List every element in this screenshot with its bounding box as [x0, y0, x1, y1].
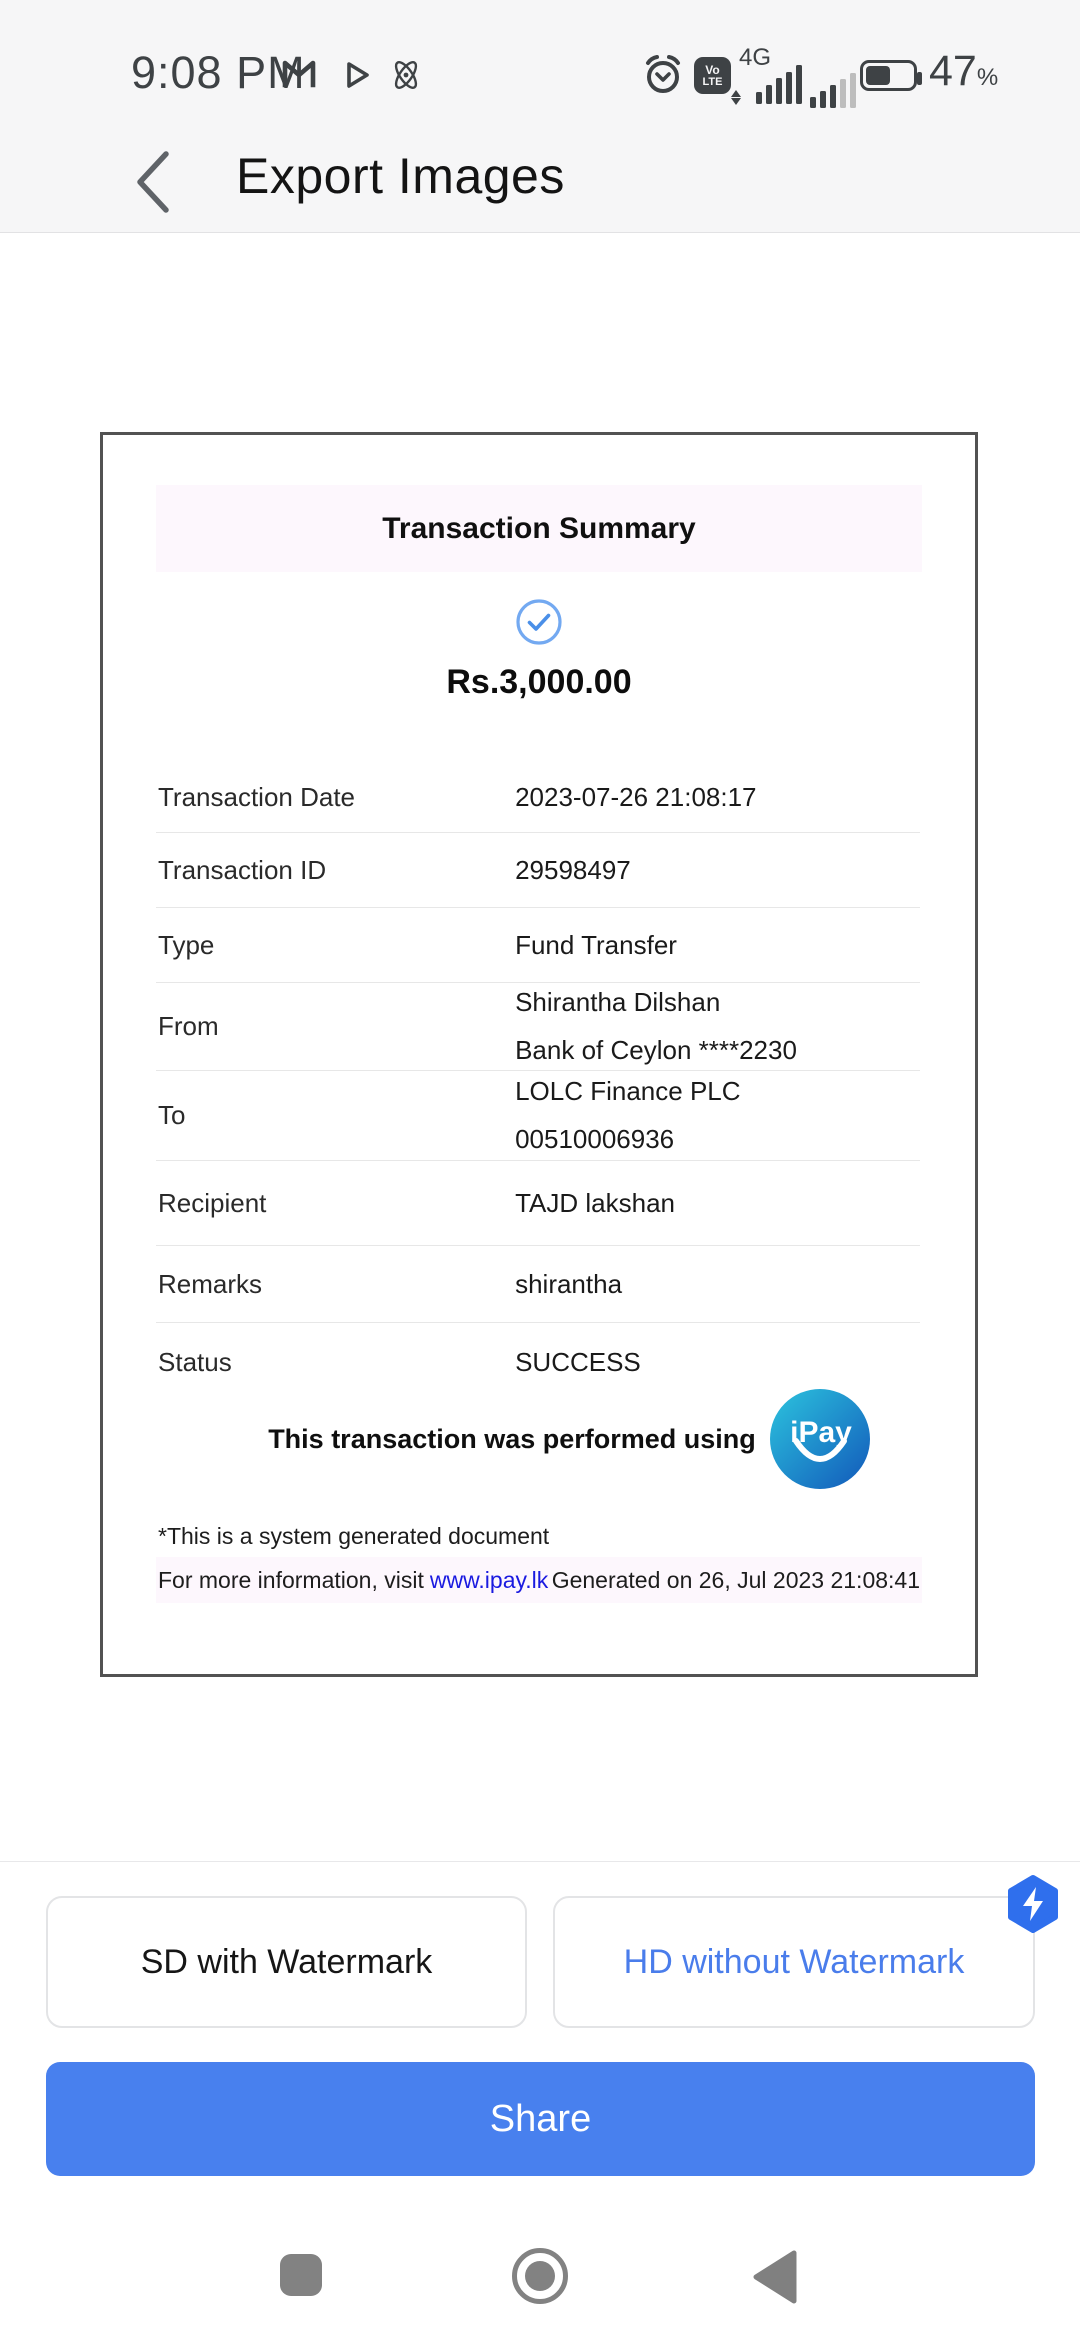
more-info-text: For more information, visit www.ipay.lk — [158, 1566, 549, 1593]
volte-icon: Vo LTE — [694, 57, 731, 94]
ipay-link: www.ipay.lk — [429, 1566, 549, 1593]
performed-using-line — [103, 1385, 975, 1493]
gmail-icon — [281, 58, 317, 88]
receipt-title: Transaction Summary — [382, 511, 696, 545]
row-type: Type Fund Transfer — [156, 908, 920, 983]
signal-bars-sim1-icon — [756, 64, 802, 104]
status-time: 9:08 PM — [131, 47, 306, 98]
receipt-footer-strip — [156, 1557, 922, 1603]
back-button[interactable] — [124, 146, 188, 218]
row-transaction-date: Transaction Date 2023-07-26 21:08:17 — [156, 763, 920, 833]
atom-icon — [388, 57, 424, 93]
network-type-label: 4G — [739, 44, 772, 71]
battery-icon — [860, 60, 917, 91]
generated-timestamp: Generated on 26, Jul 2023 21:08:41 — [551, 1566, 920, 1593]
nav-back-button[interactable] — [752, 2250, 798, 2304]
receipt-rows — [156, 763, 920, 1401]
signal-bars-sim2-icon — [810, 68, 856, 108]
data-activity-icon — [731, 90, 741, 105]
share-button[interactable]: Share — [46, 2062, 1035, 2176]
nav-recents-button[interactable] — [280, 2254, 322, 2296]
row-recipient: Recipient TAJD lakshan — [156, 1161, 920, 1246]
transaction-receipt-card — [100, 432, 978, 1677]
play-icon — [344, 61, 370, 89]
sd-with-watermark-option[interactable]: SD with Watermark — [46, 1896, 527, 2028]
ipay-logo-icon — [770, 1389, 870, 1489]
top-bar — [0, 0, 1080, 233]
row-remarks: Remarks shirantha — [156, 1246, 920, 1323]
performed-using-text: This transaction was performed using — [268, 1423, 756, 1454]
alarm-icon — [642, 54, 684, 96]
transaction-amount: Rs.3,000.00 — [446, 663, 632, 701]
system-generated-note: *This is a system generated document — [158, 1523, 550, 1549]
page-title: Export Images — [236, 148, 565, 204]
svg-text:iPay: iPay — [789, 1416, 852, 1449]
row-transaction-id: Transaction ID 29598497 — [156, 833, 920, 908]
row-from: From Shirantha Dilshan Bank of Ceylon ****2230 — [156, 983, 920, 1071]
receipt-title-strip — [156, 485, 922, 572]
home-dot-icon — [525, 2261, 555, 2291]
row-status: Status SUCCESS — [158, 1346, 641, 1377]
battery-percent: 47% — [929, 47, 999, 95]
success-check-icon — [103, 598, 975, 646]
nav-home-button[interactable] — [512, 2248, 568, 2304]
bottom-sheet-divider — [0, 1861, 1080, 1862]
lightning-hexagon-icon — [1005, 1874, 1061, 1934]
hd-without-watermark-option[interactable]: HD without Watermark — [553, 1896, 1035, 2028]
row-to: To LOLC Finance PLC 00510006936 — [156, 1071, 920, 1161]
